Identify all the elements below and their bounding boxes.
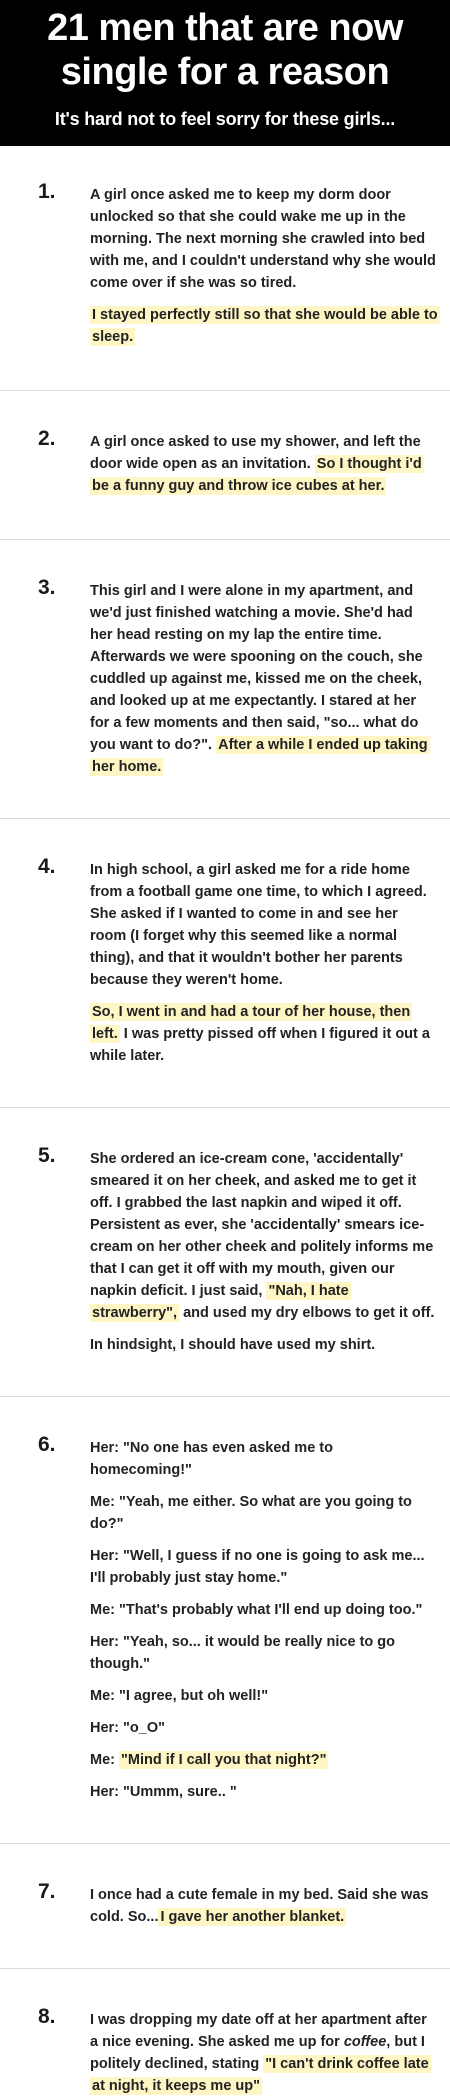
highlighted-text: So I thought i'd be a funny guy and throw ice cubes at her. <box>92 456 422 494</box>
item-number: 3. <box>38 576 56 599</box>
item-number: 8. <box>38 2005 56 2028</box>
item-text-2: In hindsight, I should have used my shirt. <box>90 1337 376 1353</box>
item-number: 5. <box>38 1144 56 1167</box>
list-item-2 <box>0 391 450 540</box>
list-item-1 <box>0 180 450 391</box>
item-text <box>90 2009 438 2097</box>
highlighted-text: "I can't drink coffee late at night, it keeps me up" <box>92 2056 429 2094</box>
item-text <box>90 431 438 497</box>
item-text-plain: She ordered an ice-cream cone, 'accidentally' smeared it on her cheek, and asked me to get it off. I grabbed the last napkin and wiped it off. Persistent as ever, she 'accidentally' smears ice-cream on her other cheek and politely informs me that I can get it off with my mouth, given our napkin deficit. I just said, <box>90 1151 434 1299</box>
item-text-plain: I was dropping my date off at her apartment after a nice evening. She asked me up for <box>90 2012 427 2050</box>
dialogue-line: Her: "No one has even asked me to homecoming!" <box>90 1440 333 1478</box>
list-item-7 <box>0 1844 450 1969</box>
list-item-6 <box>0 1397 450 1844</box>
item-number: 6. <box>38 1433 56 1456</box>
page-subtitle: It's hard not to feel sorry for these girls... <box>54 109 396 129</box>
highlighted-text: I stayed perfectly still so that she would be able to sleep. <box>92 307 438 345</box>
item-highlight-paragraph <box>90 1001 438 1067</box>
item-text-plain: I once had a cute female in my bed. Said she was cold. So... <box>90 1887 429 1925</box>
item-text <box>90 580 438 778</box>
item-text-tail: I was pretty pissed off when I figured it out a while later. <box>90 1026 430 1064</box>
dialogue-line: Her: "Well, I guess if no one is going to ask me... I'll probably just stay home." <box>90 1548 425 1586</box>
header-banner <box>0 0 450 146</box>
item-number: 2. <box>38 427 56 450</box>
dialogue-line: Me: "That's probably what I'll end up doing too." <box>90 1602 423 1618</box>
list-item-8 <box>0 1969 450 2097</box>
dialogue-line-highlight <box>90 1749 438 1771</box>
item-text <box>90 1884 438 1928</box>
highlighted-text: After a while I ended up taking her home. <box>92 737 428 775</box>
item-text-plain: This girl and I were alone in my apartment, and we'd just finished watching a movie. She'd had her head resting on my lap the entire time. Afterwards we were spooning on the couch, she cuddled up against me, kissed me on the cheek, and looked up at me expectantly. I stared at her for a few moments and then said, "so... what do you want to do?". <box>90 583 423 753</box>
dialogue-line: Me: "Yeah, me either. So what are you going to do?" <box>90 1494 412 1532</box>
highlighted-text: So, I went in and had a tour of her house, then left. <box>92 1004 411 1042</box>
item-text-mid: , but I politely declined, stating <box>90 2034 425 2072</box>
dialogue-line: Her: "o_O" <box>90 1720 165 1736</box>
page-title-line-2: single for a reason <box>60 51 390 93</box>
item-text <box>90 1148 438 1324</box>
item-highlight-paragraph <box>90 304 438 348</box>
highlighted-text: "Mind if I call you that night?" <box>121 1752 327 1768</box>
speaker-label: Me: <box>90 1752 119 1768</box>
item-text-tail: and used my dry elbows to get it off. <box>179 1305 435 1321</box>
item-number: 7. <box>38 1880 56 1903</box>
item-text-plain: A girl once asked to use my shower, and left the door wide open as an invitation. <box>90 434 421 472</box>
story-list <box>0 146 450 2097</box>
dialogue-line: Me: "I agree, but oh well!" <box>90 1688 269 1704</box>
item-text-italic: coffee <box>343 2034 387 2050</box>
page-title-line-1: 21 men that are now <box>47 7 403 49</box>
item-number: 4. <box>38 855 56 878</box>
item-text: In high school, a girl asked me for a ride home from a football game one time, to which I agreed. She asked if I wanted to come in and see her room (I forget why this seemed like a normal thing), and that it wouldn't bother her parents because they weren't home. <box>90 862 427 988</box>
dialogue-line: Her: "Ummm, sure.. " <box>90 1784 237 1800</box>
list-item-5 <box>0 1108 450 1397</box>
item-text: A girl once asked me to keep my dorm door unlocked so that she could wake me up in the morning. The next morning she crawled into bed with me, and I couldn't understand why she would come over if she was so tired. <box>90 187 436 291</box>
highlighted-text: "Nah, I hate strawberry", <box>92 1283 349 1321</box>
highlighted-text: I gave her another blanket. <box>160 1909 345 1925</box>
dialogue-line: Her: "Yeah, so... it would be really nice to go though." <box>90 1634 395 1672</box>
list-item-3 <box>0 540 450 819</box>
item-number: 1. <box>38 180 56 203</box>
list-item-4 <box>0 819 450 1108</box>
